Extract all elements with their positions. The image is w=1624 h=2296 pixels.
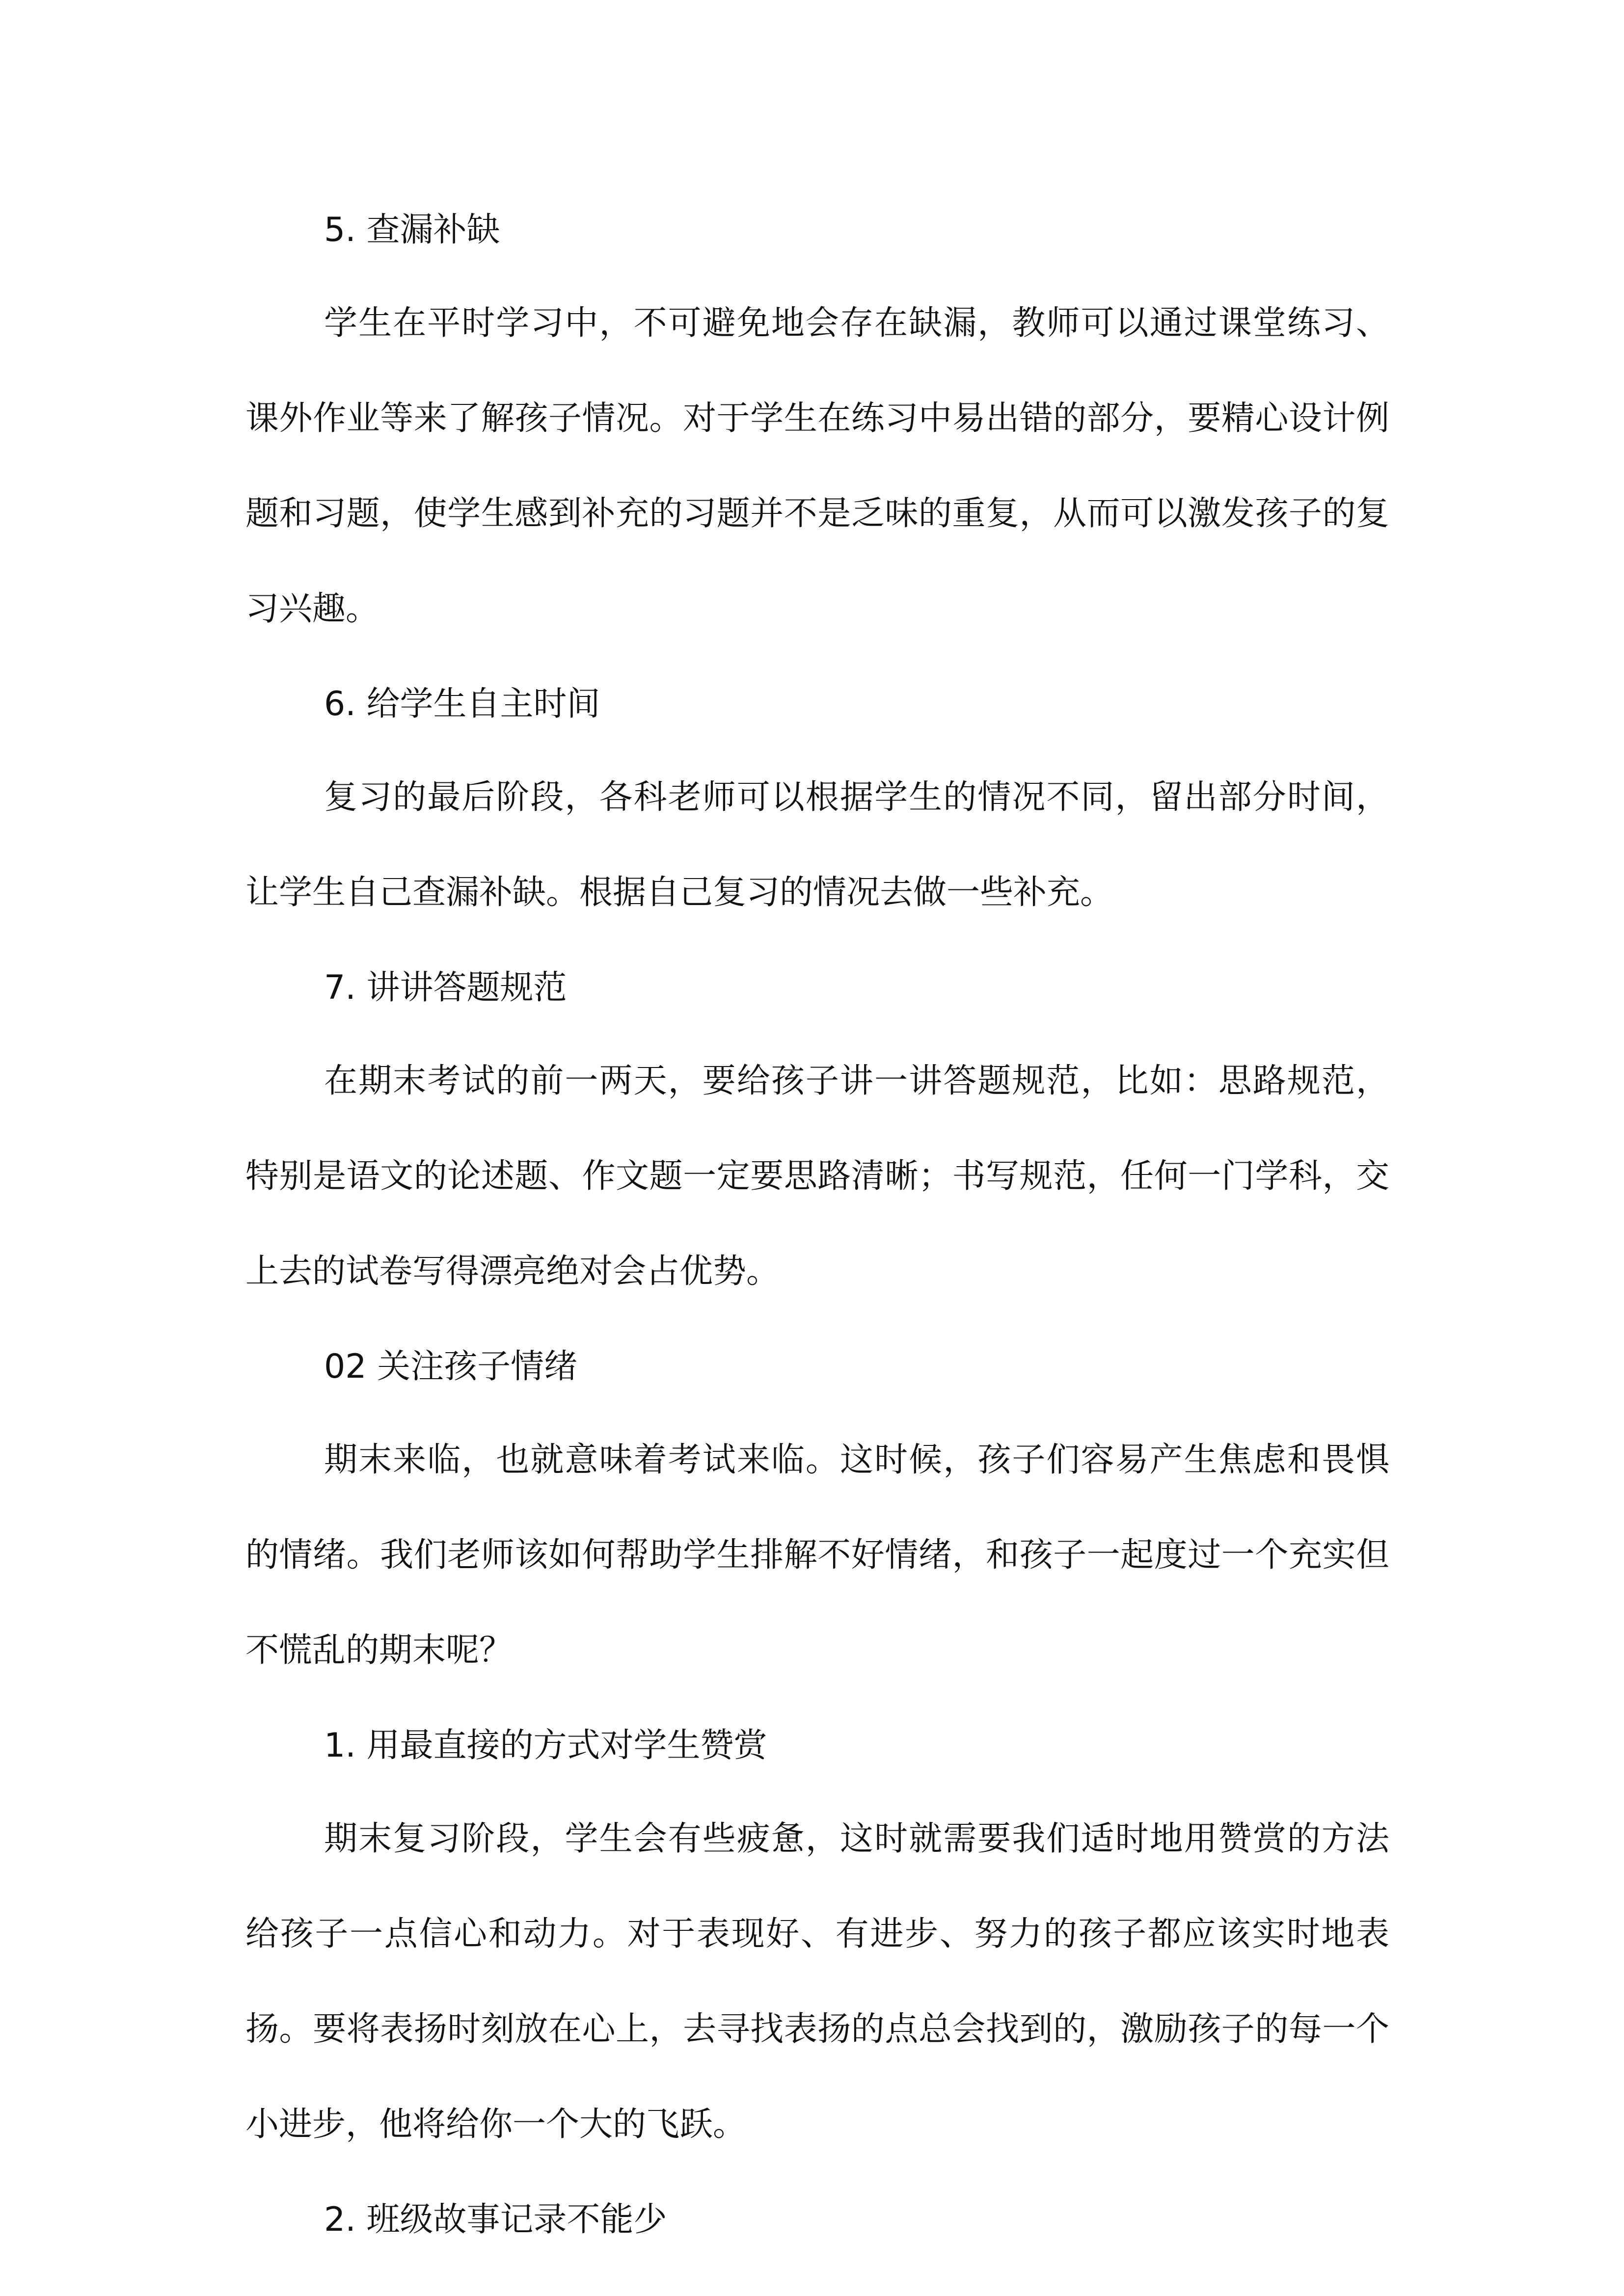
paragraph-praise: 期末复习阶段，学生会有些疲惫，这时就需要我们适时地用赞赏的方法给孩子一点信心和动力。对于表现好、有进步、努力的孩子都应该实时地表扬。要将表扬时刻放在心上，去寻找表扬的点总会找到的，激励孩子的每一个小进步，他将给你一个大的飞跃。 <box>245 1819 1389 2144</box>
section-heading-answer-norms: 7. 讲讲答题规范 <box>324 968 567 1007</box>
section-heading-self-study-time: 6. 给学生自主时间 <box>324 685 600 723</box>
paragraph-answer-norms: 在期末考试的前一两天，要给孩子讲一讲答题规范，比如：思路规范，特别是语文的论述题、作文题一定要思路清晰；书写规范，任何一门学科，交上去的试卷写得漂亮绝对会占优势。 <box>245 1062 1389 1291</box>
document-body <box>245 206 1389 2289</box>
section-heading-emotions: 02 关注孩子情绪 <box>324 1347 578 1386</box>
section-heading-class-stories: 2. 班级故事记录不能少 <box>324 2200 667 2239</box>
paragraph-self-study-time: 复习的最后阶段，各科老师可以根据学生的情况不同，留出部分时间，让学生自己查漏补缺。根据自己复习的情况去做一些补充。 <box>245 778 1389 912</box>
paragraph-check-gaps: 学生在平时学习中，不可避免地会存在缺漏，教师可以通过课堂练习、课外作业等来了解孩子情况。对于学生在练习中易出错的部分，要精心设计例题和习题，使学生感到补充的习题并不是乏味的重复，从而可以激发孩子的复习兴趣。 <box>245 304 1389 628</box>
paragraph-emotions: 期末来临，也就意味着考试来临。这时候，孩子们容易产生焦虑和畏惧的情绪。我们老师该如何帮助学生排解不好情绪，和孩子一起度过一个充实但不慌乱的期末呢？ <box>245 1441 1389 1670</box>
section-heading-check-gaps: 5. 查漏补缺 <box>324 211 500 249</box>
section-heading-praise: 1. 用最直接的方式对学生赞赏 <box>324 1726 767 1765</box>
